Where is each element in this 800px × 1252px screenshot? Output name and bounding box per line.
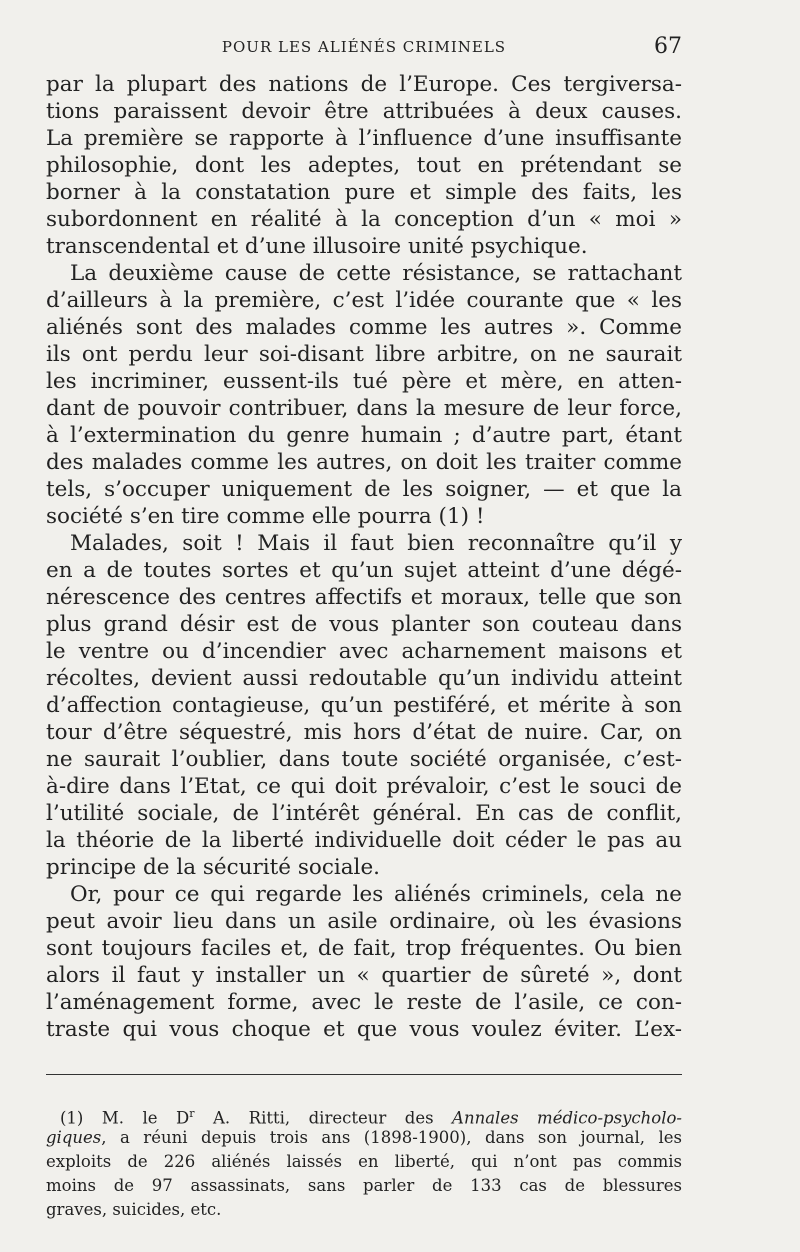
running-title: POUR LES ALIÉNÉS CRIMINELS (221, 38, 507, 56)
text-line: le ventre ou d’incendier avec acharnement maisons et (46, 639, 682, 664)
text-line: tour d’être séquestré, mis hors d’état de nuire. Car, on (46, 720, 682, 745)
footnote-text: , a réuni depuis trois ans (1898-1900), dans son journal, les (101, 1128, 682, 1147)
text-line: ne saurait l’oublier, dans toute société organisée, c’est- (46, 747, 682, 772)
text-line: en a de toutes sortes et qu’un sujet atteint d’une dégé- (46, 558, 682, 583)
text-line: tels, s’occuper uniquement de les soigner, — et que la (46, 477, 682, 502)
text-line: l’aménagement forme, avec le reste de l’asile, ce con- (46, 990, 682, 1015)
text-line: La première se rapporte à l’influence d’une insuffisante (46, 126, 682, 151)
text-line: dant de pouvoir contribuer, dans la mesure de leur force, (46, 396, 682, 421)
text-line: à-dire dans l’Etat, ce qui doit prévaloir, c’est le souci de (46, 774, 682, 799)
text-line: Or, pour ce qui regarde les aliénés criminels, cela ne (70, 882, 682, 907)
text-line: à l’extermination du genre humain ; d’autre part, étant (46, 423, 682, 448)
text-line: les incriminer, eussent-ils tué père et mère, en atten- (46, 369, 682, 394)
footnote-ref: (1) M. le D (60, 1108, 190, 1128)
text-line: borner à la constatation pure et simple des faits, les (46, 180, 682, 205)
text-line: par la plupart des nations de l’Europe. Ces tergiversa- (46, 72, 682, 97)
text-line: récoltes, devient aussi redoutable qu’un individu atteint (46, 666, 682, 691)
footnote-line (60, 1104, 682, 1129)
text-line: d’affection contagieuse, qu’un pestiféré, et mérite à son (46, 693, 682, 718)
page-number: 67 (654, 34, 682, 59)
text-line: aliénés sont des malades comme les autres ». Comme (46, 315, 682, 340)
footnote-line: moins de 97 assassinats, sans parler de 133 cas de blessures (46, 1176, 682, 1195)
text-line: plus grand désir est de vous planter son couteau dans (46, 612, 682, 637)
text-line: Malades, soit ! Mais il faut bien reconnaître qu’il y (70, 531, 682, 556)
footnote-line: exploits de 226 aliénés laissés en liberté, qui n’ont pas commis (46, 1152, 682, 1171)
footnote-text: A. Ritti, directeur des (194, 1108, 453, 1128)
footnote-rule (46, 1074, 682, 1075)
text-line: d’ailleurs à la première, c’est l’idée courante que « les (46, 288, 682, 313)
text-line: subordonnent en réalité à la conception d’un « moi » (46, 207, 682, 232)
footnote-line: graves, suicides, etc. (46, 1200, 222, 1219)
text-line: société s’en tire comme elle pourra (1) ! (46, 504, 485, 529)
text-line: nérescence des centres affectifs et moraux, telle que son (46, 585, 682, 610)
text-line: philosophie, dont les adeptes, tout en prétendant se (46, 153, 682, 178)
footnote-line (46, 1128, 682, 1148)
text-line: La deuxième cause de cette résistance, se rattachant (70, 261, 682, 286)
text-line: alors il faut y installer un « quartier de sûreté », dont (46, 963, 682, 988)
text-line: sont toujours faciles et, de fait, trop fréquentes. Ou bien (46, 936, 682, 961)
text-line: l’utilité sociale, de l’intérêt général. En cas de conflit, (46, 801, 682, 826)
text-line: la théorie de la liberté individuelle doit céder le pas au (46, 828, 682, 853)
journal-title-cont: giques (46, 1128, 102, 1147)
text-line: des malades comme les autres, on doit les traiter comme (46, 450, 682, 475)
running-header (46, 34, 682, 64)
text-line: traste qui vous choque et que vous voulez éviter. L’ex- (46, 1017, 682, 1042)
text-line: principe de la sécurité sociale. (46, 855, 380, 880)
text-line: peut avoir lieu dans un asile ordinaire, où les évasions (46, 909, 682, 934)
text-line: tions paraissent devoir être attribuées à deux causes. (46, 99, 682, 124)
text-line: ils ont perdu leur soi-disant libre arbitre, on ne saurait (46, 342, 682, 367)
journal-title: Annales médico-psycholo- (452, 1108, 682, 1128)
text-line: transcendental et d’une illusoire unité psychique. (46, 234, 588, 259)
superscript: r (189, 1107, 195, 1120)
